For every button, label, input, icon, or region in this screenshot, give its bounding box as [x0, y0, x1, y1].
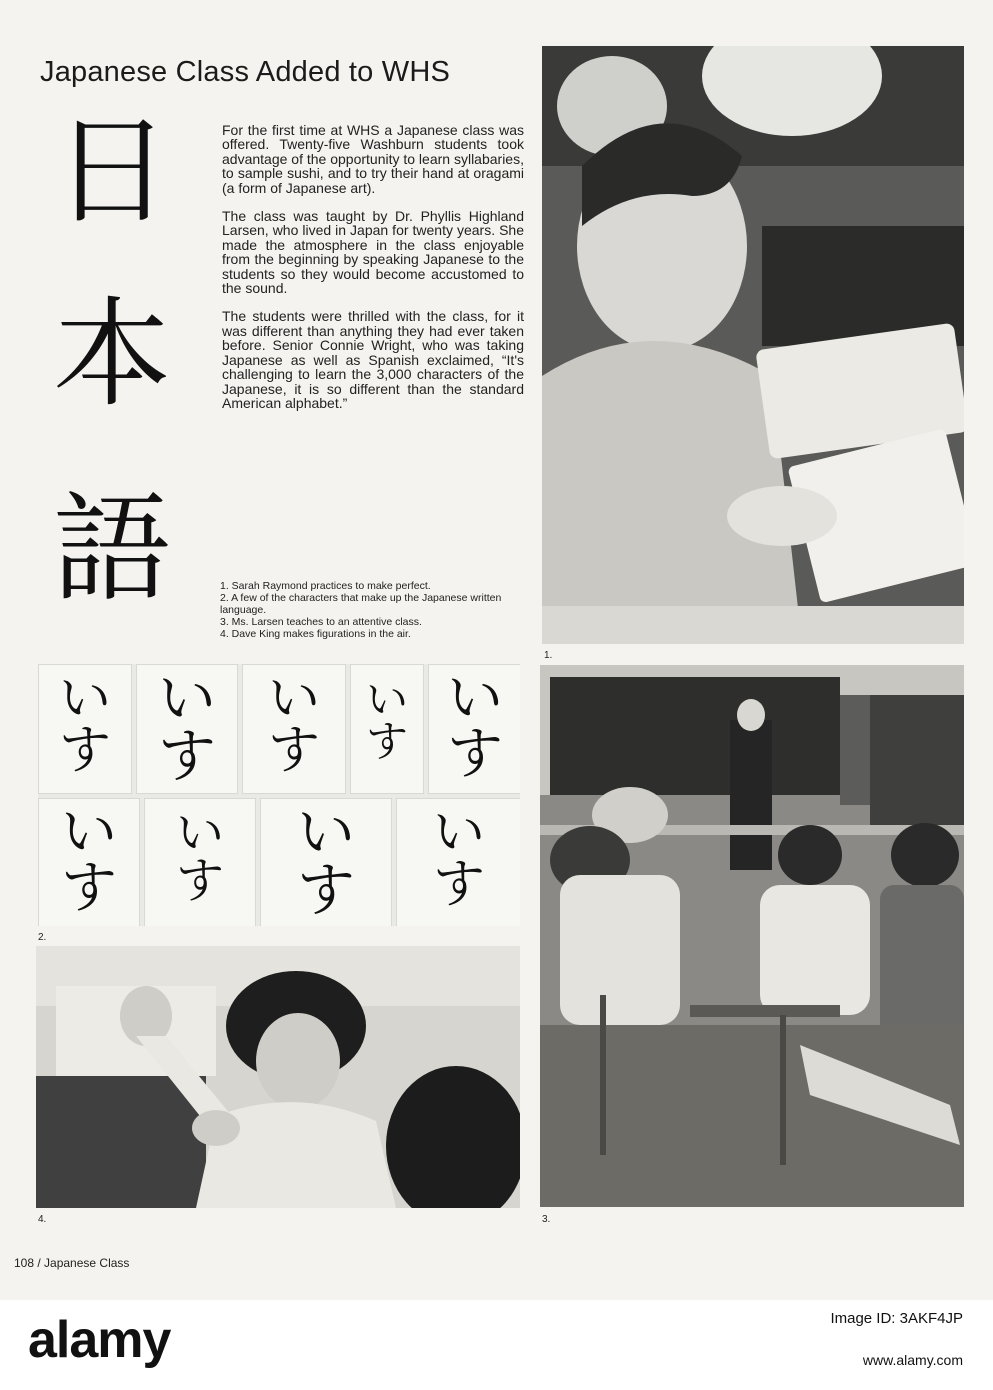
caption-4: 4. Dave King makes figurations in the air.	[220, 628, 411, 640]
page-folio: 108 / Japanese Class	[14, 1256, 130, 1270]
photo-1-number: 1.	[544, 650, 553, 661]
photo-4-number: 4.	[38, 1214, 47, 1225]
photo-captions	[220, 580, 525, 640]
paragraph-3: The students were thrilled with the class, for it was different than anything they had ever taken before. Senior Connie Wright, who was taking Japanese as well as Spanish exclaimed, “It's challenging to learn the 3,000 characters of the Japanese, it is so different than the standard American alphabet.”	[222, 308, 524, 411]
paragraph-2: The class was taught by Dr. Phyllis Highland Larsen, who lived in Japan for twenty years. She made the atmosphere in the class enjoyable from the beginning by speaking Japanese to the students so they would become accustomed to the sound.	[222, 208, 524, 297]
paragraph-1: For the first time at WHS a Japanese class was offered. Twenty-five Washburn students took advantage of the opportunity to learn syllabaries, to sample sushi, and to try their hand at oragami (a form of Japanese art).	[222, 122, 524, 196]
photo-student-gesturing	[36, 946, 520, 1208]
photo-3-number: 3.	[542, 1214, 551, 1225]
image-id: Image ID: 3AKF4JP	[830, 1310, 963, 1327]
article-body	[222, 123, 524, 424]
stock-url: www.alamy.com	[862, 1352, 963, 1368]
caption-1: 1. Sarah Raymond practices to make perfect.	[220, 580, 431, 592]
kanji-nichi: 日	[52, 102, 171, 240]
article-title: Japanese Class Added to WHS	[40, 56, 451, 88]
photo-2-number: 2.	[38, 932, 47, 943]
alamy-logo: alamy	[28, 1311, 171, 1369]
kanji-hon: 本	[52, 285, 171, 423]
photo-classroom	[540, 665, 964, 1207]
caption-3: 3. Ms. Larsen teaches to an attentive class.	[220, 616, 422, 628]
photo-kana-characters: い す い す い す い す い す い す い す い す い す	[38, 664, 520, 926]
caption-2: 2. A few of the characters that make up the Japanese written language.	[220, 592, 502, 616]
kanji-go: 語	[52, 480, 171, 618]
photo-student-writing	[542, 46, 964, 644]
